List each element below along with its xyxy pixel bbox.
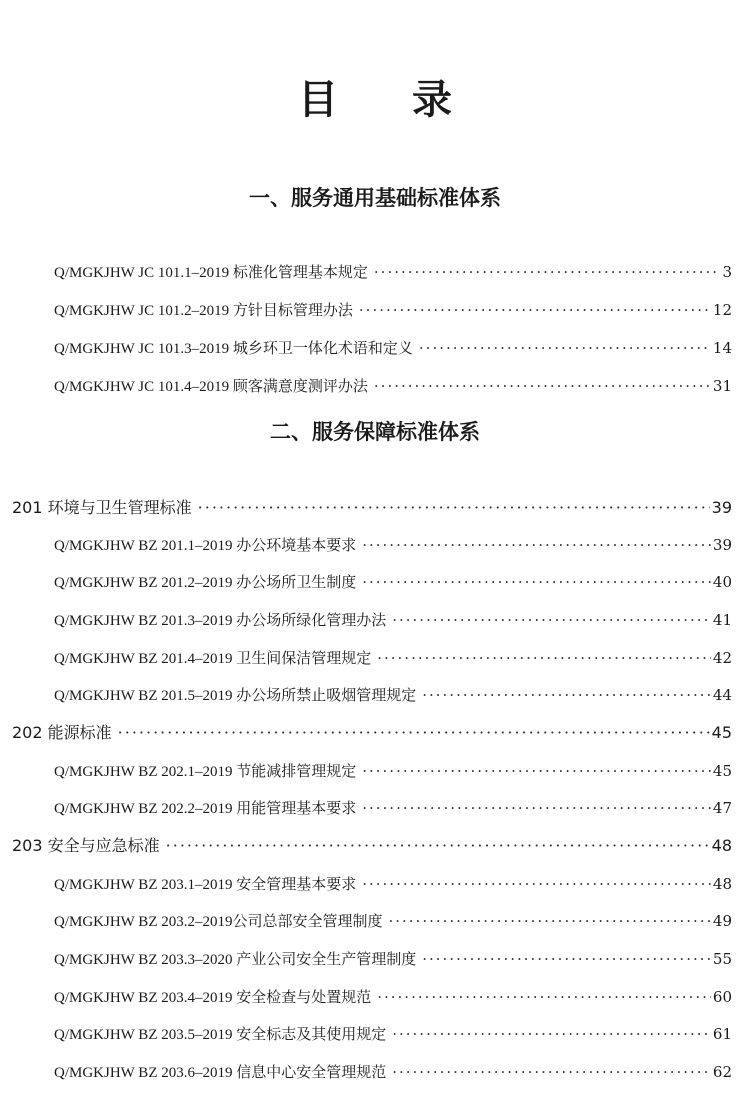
toc-category-label: 203 安全与应急标准	[12, 836, 160, 855]
leader-dots	[377, 982, 711, 1012]
toc-entry-page: 60	[712, 988, 732, 1006]
toc-entry-page: 44	[712, 686, 732, 704]
leader-dots	[118, 718, 710, 748]
toc-entry-label: Q/MGKJHW JC 101.4–2019 顾客满意度测评办法	[54, 379, 368, 395]
toc-category[interactable]	[12, 718, 732, 748]
toc-entry-label: Q/MGKJHW JC 101.1–2019 标准化管理基本规定	[54, 265, 368, 281]
toc-category-page: 45	[711, 723, 732, 742]
leader-dots	[362, 793, 711, 823]
toc-entry-page: 41	[712, 611, 732, 629]
leader-dots	[388, 906, 710, 936]
leader-dots	[362, 756, 711, 786]
toc-entry-label: Q/MGKJHW BZ 203.5–2019 安全标志及其使用规定	[54, 1027, 387, 1043]
toc-category-label: 202 能源标准	[12, 723, 112, 742]
leader-dots	[377, 643, 711, 673]
toc-entry-label: Q/MGKJHW JC 101.3–2019 城乡环卫一体化术语和定义	[54, 341, 413, 357]
toc-entry[interactable]	[54, 333, 732, 363]
toc-entry-page: 47	[712, 799, 732, 817]
toc-entry[interactable]	[54, 605, 732, 635]
toc-entry-label: Q/MGKJHW BZ 203.2–2019公司总部安全管理制度	[54, 914, 383, 930]
toc-entry[interactable]	[54, 906, 732, 936]
page-title: 目 录	[298, 77, 482, 123]
toc-entry-label: Q/MGKJHW BZ 201.1–2019 办公环境基本要求	[54, 538, 357, 554]
toc-entry[interactable]	[54, 257, 732, 287]
leader-dots	[422, 944, 711, 974]
toc-entry[interactable]	[54, 869, 732, 899]
toc-entry-label: Q/MGKJHW BZ 203.4–2019 安全检查与处置规范	[54, 990, 372, 1006]
leader-dots	[419, 333, 711, 363]
toc-category-label: 201 环境与卫生管理标准	[12, 498, 192, 517]
toc-category[interactable]	[12, 493, 732, 523]
leader-dots	[198, 493, 710, 523]
toc-entry-label: Q/MGKJHW BZ 203.1–2019 安全管理基本要求	[54, 877, 357, 893]
leader-dots	[362, 530, 711, 560]
leader-dots	[392, 1057, 711, 1087]
leader-dots	[392, 1019, 711, 1049]
toc-entry[interactable]	[54, 756, 732, 786]
toc-entry-page: 39	[712, 536, 732, 554]
toc-entry-page: 61	[712, 1025, 732, 1043]
toc-entry-page: 42	[712, 649, 732, 667]
toc-entry-label: Q/MGKJHW BZ 201.4–2019 卫生间保洁管理规定	[54, 651, 372, 667]
toc-entry[interactable]	[54, 680, 732, 710]
toc-entry[interactable]	[54, 530, 732, 560]
toc-entry[interactable]	[54, 371, 732, 401]
leader-dots	[362, 869, 711, 899]
toc-entry-label: Q/MGKJHW BZ 203.3–2020 产业公司安全生产管理制度	[54, 952, 417, 968]
toc-entry[interactable]	[54, 793, 732, 823]
toc-entry-page: 14	[712, 339, 732, 357]
toc-category[interactable]	[12, 831, 732, 861]
toc-entry[interactable]	[54, 567, 732, 597]
toc-entry-label: Q/MGKJHW BZ 203.6–2019 信息中心安全管理规范	[54, 1065, 387, 1081]
section-heading-1: 一、服务通用基础标准体系	[249, 186, 501, 210]
toc-entry-label: Q/MGKJHW JC 101.2–2019 方针目标管理办法	[54, 303, 353, 319]
toc-category-page: 48	[711, 836, 732, 855]
leader-dots	[166, 831, 710, 861]
toc-entry[interactable]	[54, 982, 732, 1012]
toc-entry-label: Q/MGKJHW BZ 202.2–2019 用能管理基本要求	[54, 801, 357, 817]
toc-entry[interactable]	[54, 643, 732, 673]
leader-dots	[422, 680, 711, 710]
toc-entry[interactable]	[54, 944, 732, 974]
toc-entry-page: 3	[722, 263, 732, 281]
leader-dots	[374, 257, 721, 287]
toc-entry-page: 62	[712, 1063, 732, 1081]
toc-entry-page: 12	[712, 301, 732, 319]
leader-dots	[359, 295, 711, 325]
toc-entry-label: Q/MGKJHW BZ 201.5–2019 办公场所禁止吸烟管理规定	[54, 688, 417, 704]
toc-entry-page: 45	[712, 762, 732, 780]
toc-entry[interactable]	[54, 1019, 732, 1049]
section-heading-2: 二、服务保障标准体系	[270, 420, 480, 444]
toc-entry-label: Q/MGKJHW BZ 201.2–2019 办公场所卫生制度	[54, 575, 357, 591]
toc-entry[interactable]	[54, 295, 732, 325]
toc-entry-page: 49	[712, 912, 732, 930]
toc-entry-page: 40	[712, 573, 732, 591]
toc-entry-page: 48	[712, 875, 732, 893]
toc-entry-page: 31	[712, 377, 732, 395]
leader-dots	[362, 567, 711, 597]
toc-entry-page: 55	[712, 950, 732, 968]
toc-category-page: 39	[711, 498, 732, 517]
leader-dots	[374, 371, 711, 401]
toc-entry[interactable]	[54, 1057, 732, 1087]
toc-entry-label: Q/MGKJHW BZ 202.1–2019 节能减排管理规定	[54, 764, 357, 780]
toc-entry-label: Q/MGKJHW BZ 201.3–2019 办公场所绿化管理办法	[54, 613, 387, 629]
leader-dots	[392, 605, 711, 635]
